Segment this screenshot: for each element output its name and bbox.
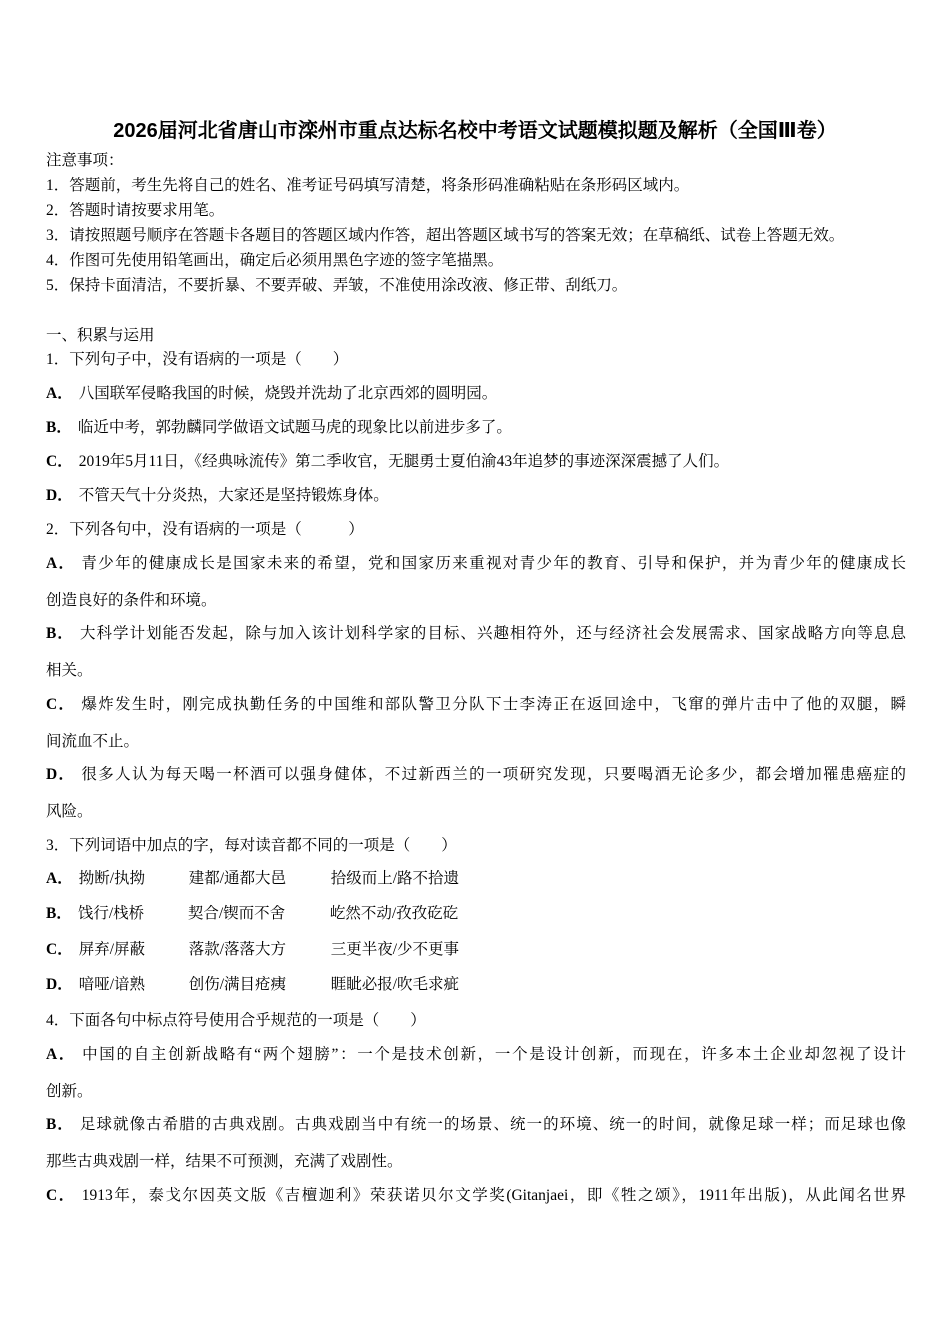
q1-option-d [46, 486, 389, 506]
q1-option-c [46, 452, 729, 472]
option-label: A． [46, 1046, 77, 1063]
word-pair: 饯行/栈桥 [77, 905, 145, 922]
word-pair: 拗断/执拗 [78, 870, 146, 887]
q2-option-d [46, 765, 906, 785]
q1-option-a [46, 384, 497, 404]
option-text-continued: 间流血不止。 [46, 733, 140, 750]
option-label: C． [46, 1187, 76, 1204]
option-label: D． [46, 976, 73, 993]
option-text: 八国联军侵略我国的时候，烧毁并洗劫了北京西郊的圆明园。 [78, 385, 498, 402]
option-label: D． [46, 766, 76, 783]
option-text-continued: 创造良好的条件和环境。 [46, 592, 217, 609]
note-item: 2．答题时请按要求用笔。 [46, 202, 225, 219]
word-pair: 落款/落落大方 [188, 941, 287, 958]
q4-option-b [46, 1115, 906, 1135]
document-title: 2026届河北省唐山市滦州市重点达标名校中考语文试题模拟题及解析（全国Ⅲ卷） [113, 120, 837, 142]
question-2-stem: 2．下列各句中，没有语病的一项是（ ） [46, 521, 364, 538]
q4-option-c [46, 1186, 906, 1206]
question-3-stem: 3．下列词语中加点的字，每对读音都不同的一项是（ ） [46, 837, 457, 854]
notes-heading: 注意事项： [46, 152, 124, 169]
option-text-continued: 那些古典戏剧一样，结果不可预测，充满了戏剧性。 [46, 1153, 403, 1170]
option-label: D． [46, 487, 73, 504]
q2-option-a [46, 554, 906, 574]
option-text: 1913年，泰戈尔因英文版《吉檀迦利》荣获诺贝尔文学奖(Gitanjaei，即《牲之颂》，1911年出版)，从此闻名世界 [81, 1187, 906, 1204]
question-1-stem: 1．下列句子中，没有语病的一项是（ ） [46, 351, 349, 368]
option-label: B． [46, 625, 74, 642]
word-pair: 睚眦必报/吹毛求疵 [330, 976, 460, 993]
word-pair: 屹然不动/孜孜矻矻 [329, 905, 459, 922]
option-text-continued: 风险。 [46, 803, 93, 820]
q3-option-d [46, 975, 459, 995]
option-label: C． [46, 453, 73, 470]
q3-option-a [46, 869, 459, 889]
word-pair: 建都/通都大邑 [188, 870, 287, 887]
option-label: B． [46, 419, 72, 436]
note-item: 3．请按照题号顺序在答题卡各题目的答题区域内作答，超出答题区域书写的答案无效；在草稿纸、试卷上答题无效。 [46, 227, 845, 244]
option-text-continued: 创新。 [46, 1083, 93, 1100]
option-text: 2019年5月11日，《经典咏流传》第二季收官，无腿勇士夏伯渝43年追梦的事迹深深震撼了人们。 [78, 453, 730, 470]
word-pair: 喑哑/谙熟 [78, 976, 146, 993]
note-item: 4．作图可先使用铅笔画出，确定后必须用黑色字迹的签字笔描黑。 [46, 252, 504, 269]
option-label: A． [46, 870, 73, 887]
section-heading: 一、积累与运用 [46, 327, 155, 344]
word-pair: 契合/锲而不舍 [187, 905, 286, 922]
option-text: 很多人认为每天喝一杯酒可以强身健体，不过新西兰的一项研究发现，只要喝酒无论多少，都会增加罹患癌症的 [81, 766, 906, 783]
option-text: 不管天气十分炎热，大家还是坚持锻炼身体。 [78, 487, 389, 504]
option-text: 青少年的健康成长是国家未来的希望，党和国家历来重视对青少年的教育、引导和保护，并为青少年的健康成长 [81, 555, 906, 572]
q2-option-c [46, 695, 906, 715]
word-pair: 创伤/满目疮痍 [188, 976, 287, 993]
option-text: 中国的自主创新战略有“两个翅膀”：一个是技术创新，一个是设计创新，而现在，许多本土企业却忽视了设计 [82, 1046, 907, 1063]
q3-option-b [46, 904, 458, 924]
option-label: C． [46, 696, 76, 713]
q1-option-b [46, 418, 512, 438]
option-label: A． [46, 555, 76, 572]
q4-option-a [46, 1045, 906, 1065]
option-text: 爆炸发生时，刚完成执勤任务的中国维和部队警卫分队下士李涛正在返回途中，飞窜的弹片击中了他的双腿，瞬 [81, 696, 906, 713]
note-item: 1．答题前，考生先将自己的姓名、准考证号码填写清楚，将条形码准确粘贴在条形码区域内。 [46, 177, 690, 194]
option-text: 临近中考，郭勃麟同学做语文试题马虎的现象比以前进步多了。 [77, 419, 512, 436]
option-text-continued: 相关。 [46, 662, 93, 679]
word-pair: 三更半夜/少不更事 [330, 941, 460, 958]
note-item: 5．保持卡面清洁，不要折暴、不要弄破、弄皱，不准使用涂改液、修正带、刮纸刀。 [46, 277, 628, 294]
option-text: 大科学计划能否发起，除与加入该计划科学家的目标、兴趣相符外，还与经济社会发展需求、国家战略方向等息息 [79, 625, 906, 642]
q3-option-c [46, 940, 459, 960]
word-pair: 拾级而上/路不拾遗 [330, 870, 460, 887]
option-label: B． [46, 1116, 74, 1133]
word-pair: 屏弃/屏蔽 [78, 941, 146, 958]
option-text: 足球就像古希腊的古典戏剧。古典戏剧当中有统一的场景、统一的环境、统一的时间，就像足球一样；而足球也像 [79, 1116, 906, 1133]
question-4-stem: 4．下面各句中标点符号使用合乎规范的一项是（ ） [46, 1012, 426, 1029]
q2-option-b [46, 624, 906, 644]
option-label: B． [46, 905, 72, 922]
option-label: C． [46, 941, 73, 958]
option-label: A． [46, 385, 73, 402]
